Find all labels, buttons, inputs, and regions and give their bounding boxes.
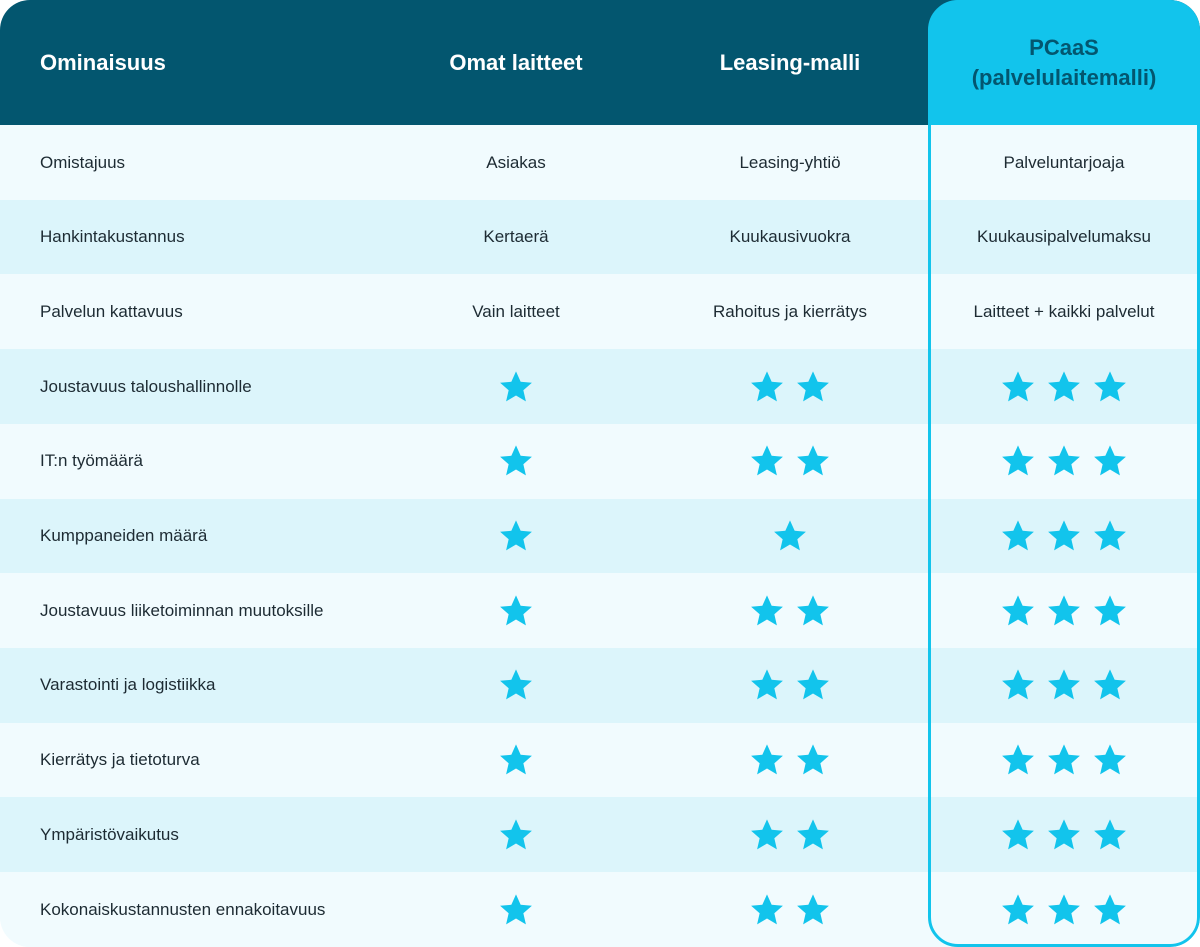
feature-label: Joustavuus taloushallinnolle bbox=[40, 376, 252, 396]
star-icon bbox=[1092, 667, 1128, 703]
star-icon bbox=[498, 443, 534, 479]
star-rating bbox=[498, 593, 534, 629]
table-row bbox=[0, 499, 1200, 574]
star-icon bbox=[1046, 593, 1082, 629]
star-icon bbox=[795, 742, 831, 778]
star-icon bbox=[1092, 892, 1128, 928]
star-icon bbox=[1046, 892, 1082, 928]
table-row bbox=[0, 424, 1200, 499]
header-pcaas-subtitle: (palvelulaitemalli) bbox=[971, 64, 1157, 90]
star-rating bbox=[1000, 667, 1128, 703]
star-rating bbox=[498, 667, 534, 703]
rating-cell bbox=[406, 424, 626, 499]
rating-cell bbox=[660, 872, 920, 947]
rating-cell bbox=[660, 723, 920, 798]
star-rating bbox=[1000, 892, 1128, 928]
rating-cell bbox=[406, 349, 626, 424]
feature-label: Varastointi ja logistiikka bbox=[40, 675, 216, 695]
star-icon bbox=[1046, 369, 1082, 405]
star-icon bbox=[1000, 443, 1036, 479]
star-rating bbox=[749, 369, 831, 405]
rating-cell bbox=[660, 424, 920, 499]
rating-cell bbox=[406, 872, 626, 947]
star-icon bbox=[1000, 892, 1036, 928]
star-icon bbox=[795, 667, 831, 703]
star-rating bbox=[498, 369, 534, 405]
table-row bbox=[0, 648, 1200, 723]
star-rating bbox=[1000, 593, 1128, 629]
star-rating bbox=[1000, 369, 1128, 405]
star-icon bbox=[1046, 667, 1082, 703]
rating-cell bbox=[406, 573, 626, 648]
star-icon bbox=[1046, 518, 1082, 554]
table-row bbox=[0, 723, 1200, 798]
rating-cell bbox=[930, 723, 1198, 798]
value-cell: Rahoitus ja kierrätys bbox=[712, 301, 867, 321]
value-cell: Asiakas bbox=[486, 152, 546, 172]
star-icon bbox=[795, 443, 831, 479]
star-icon bbox=[498, 892, 534, 928]
star-rating bbox=[749, 593, 831, 629]
star-icon bbox=[1000, 667, 1036, 703]
star-rating bbox=[1000, 518, 1128, 554]
value-cell: Kuukausivuokra bbox=[729, 227, 851, 247]
rating-cell bbox=[406, 648, 626, 723]
star-icon bbox=[795, 892, 831, 928]
rating-cell bbox=[930, 797, 1198, 872]
table-row bbox=[0, 349, 1200, 424]
star-icon bbox=[1092, 518, 1128, 554]
star-rating bbox=[749, 443, 831, 479]
rating-cell bbox=[660, 648, 920, 723]
value-cell: Vain laitteet bbox=[472, 301, 560, 321]
star-rating bbox=[498, 518, 534, 554]
rating-cell bbox=[930, 349, 1198, 424]
star-icon bbox=[498, 369, 534, 405]
star-rating bbox=[749, 667, 831, 703]
feature-label: Hankintakustannus bbox=[40, 227, 185, 247]
header-own-devices: Omat laitteet bbox=[449, 49, 583, 75]
star-rating bbox=[749, 742, 831, 778]
table-header bbox=[0, 0, 1200, 125]
header-pcaas bbox=[930, 0, 1198, 125]
star-icon bbox=[1092, 369, 1128, 405]
value-cell: Leasing-yhtiö bbox=[739, 152, 841, 172]
star-rating bbox=[498, 443, 534, 479]
star-icon bbox=[1000, 593, 1036, 629]
star-icon bbox=[749, 817, 785, 853]
table-row bbox=[0, 274, 1200, 349]
star-icon bbox=[1092, 817, 1128, 853]
value-cell: Palveluntarjoaja bbox=[1003, 152, 1125, 172]
header-leasing: Leasing-malli bbox=[719, 49, 861, 75]
star-icon bbox=[498, 518, 534, 554]
star-rating bbox=[498, 817, 534, 853]
star-icon bbox=[1000, 369, 1036, 405]
star-icon bbox=[1000, 742, 1036, 778]
header-feature: Ominaisuus bbox=[40, 49, 166, 75]
star-icon bbox=[749, 443, 785, 479]
star-icon bbox=[749, 892, 785, 928]
star-icon bbox=[1000, 817, 1036, 853]
star-icon bbox=[498, 742, 534, 778]
star-rating bbox=[772, 518, 808, 554]
star-icon bbox=[1092, 443, 1128, 479]
table-row bbox=[0, 200, 1200, 275]
star-rating bbox=[498, 742, 534, 778]
star-rating bbox=[1000, 443, 1128, 479]
table-row bbox=[0, 573, 1200, 648]
feature-label: Palvelun kattavuus bbox=[40, 301, 183, 321]
rating-cell bbox=[930, 872, 1198, 947]
rating-cell bbox=[660, 573, 920, 648]
star-icon bbox=[772, 518, 808, 554]
rating-cell bbox=[406, 723, 626, 798]
feature-label: Omistajuus bbox=[40, 152, 126, 172]
rating-cell bbox=[660, 499, 920, 574]
star-icon bbox=[498, 667, 534, 703]
star-icon bbox=[1092, 593, 1128, 629]
header-pcaas-title: PCaaS bbox=[1029, 34, 1099, 60]
star-icon bbox=[498, 817, 534, 853]
star-rating bbox=[498, 892, 534, 928]
table-row bbox=[0, 125, 1200, 200]
feature-label: Ympäristövaikutus bbox=[40, 824, 179, 844]
rating-cell bbox=[930, 573, 1198, 648]
table-row bbox=[0, 872, 1200, 947]
star-rating bbox=[1000, 817, 1128, 853]
star-icon bbox=[1046, 443, 1082, 479]
star-icon bbox=[795, 369, 831, 405]
star-icon bbox=[1046, 817, 1082, 853]
star-icon bbox=[749, 369, 785, 405]
table-row bbox=[0, 797, 1200, 872]
star-icon bbox=[749, 667, 785, 703]
rating-cell bbox=[660, 349, 920, 424]
feature-label: IT:n työmäärä bbox=[40, 451, 143, 471]
star-rating bbox=[749, 892, 831, 928]
value-cell: Kuukausipalvelumaksu bbox=[977, 227, 1151, 247]
star-icon bbox=[795, 593, 831, 629]
rating-cell bbox=[930, 648, 1198, 723]
feature-label: Kokonaiskustannusten ennakoitavuus bbox=[40, 899, 326, 919]
rating-cell bbox=[930, 499, 1198, 574]
star-icon bbox=[498, 593, 534, 629]
star-icon bbox=[1000, 518, 1036, 554]
rating-cell bbox=[930, 424, 1198, 499]
feature-label: Joustavuus liiketoiminnan muutoksille bbox=[40, 600, 324, 620]
rating-cell bbox=[660, 797, 920, 872]
value-cell: Laitteet + kaikki palvelut bbox=[973, 301, 1155, 321]
feature-label: Kierrätys ja tietoturva bbox=[40, 750, 200, 770]
rating-cell bbox=[406, 797, 626, 872]
feature-label: Kumppaneiden määrä bbox=[40, 526, 208, 545]
star-rating bbox=[749, 817, 831, 853]
star-rating bbox=[1000, 742, 1128, 778]
star-icon bbox=[749, 593, 785, 629]
star-icon bbox=[749, 742, 785, 778]
value-cell: Kertaerä bbox=[483, 227, 549, 247]
rating-cell bbox=[406, 499, 626, 574]
star-icon bbox=[795, 817, 831, 853]
star-icon bbox=[1092, 742, 1128, 778]
star-icon bbox=[1046, 742, 1082, 778]
